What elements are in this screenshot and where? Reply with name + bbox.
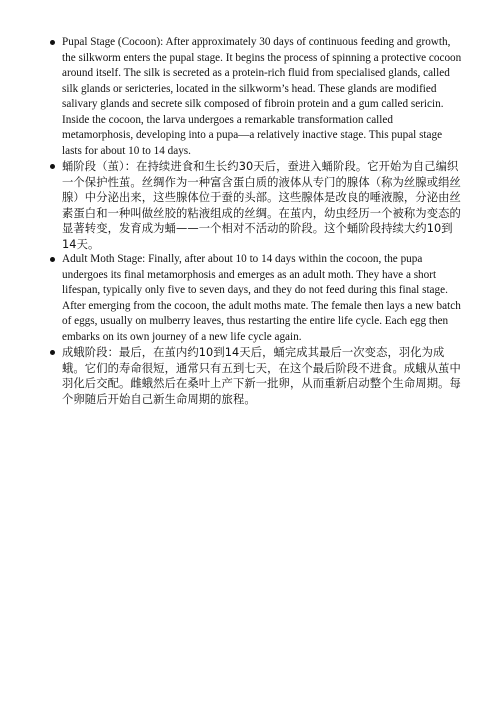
bullet-icon [50, 164, 55, 169]
list-item-adult-moth-zh [62, 345, 462, 407]
bullet-icon [50, 350, 55, 355]
paragraph-text: Adult Moth Stage: Finally, after about 10 to 14 days within the cocoon, the pupa undergoes its final metamorphosis and emerges as an adult moth. They have a short lifespan, typically only five to seven days, and they do not feed during this final stage. After emerging from the cocoon, the adult moths mate. The female then lays a new batch of eggs, usually on mulberry leaves, thus restarting the entire life cycle. Each egg then embarks on its own journey of a new life cycle again. [62, 253, 461, 343]
bullet-icon [50, 40, 55, 45]
paragraph-text: 成蛾阶段：最后，在茧内约10到14天后，蛹完成其最后一次变态，羽化为成蛾。它们的寿命很短，通常只有五到七天，在这个最后阶段不进食。成蛾从茧中羽化后交配。雌蛾然后在桑叶上产下新一批卵，从而重新启动整个生命周期。每个卵随后开始自己新生命周期的旅程。 [62, 346, 461, 406]
bullet-list [62, 35, 462, 407]
paragraph-text: 蛹阶段（茧）：在持续进食和生长约30天后，蚕进入蛹阶段。它开始为自己编织一个保护性茧。丝绸作为一种富含蛋白质的液体从专门的腺体（称为丝腺或绢丝腺）中分泌出来，这些腺体位于蚕的头部。这些腺体是改良的唾液腺，分泌由丝素蛋白和一种叫做丝胶的粘液组成的丝绸。在茧内，幼虫经历一个被称为变态的显著转变，发育成为蛹——一个相对不活动的阶段。这个蛹阶段持续大约10到14天。 [62, 160, 461, 251]
list-item-adult-moth-en [62, 252, 462, 345]
list-item-pupal-stage-en [62, 35, 462, 159]
paragraph-text: Pupal Stage (Cocoon): After approximately 30 days of continuous feeding and growth, the silkworm enters the pupal stage. It begins the process of spinning a protective cocoon around itself. The silk is secreted as a protein-rich fluid from specialised glands, called silk glands or sericteries, located in the silkworm’s head. These glands are modified salivary glands and secrete silk composed of fibroin protein and a gum called sericin. Inside the cocoon, the larva undergoes a remarkable transformation called metamorphosis, developing into a pupa—a relatively inactive stage. This pupal stage lasts for about 10 to 14 days. [62, 36, 462, 157]
bullet-icon [50, 257, 55, 262]
list-item-pupal-stage-zh [62, 159, 462, 252]
